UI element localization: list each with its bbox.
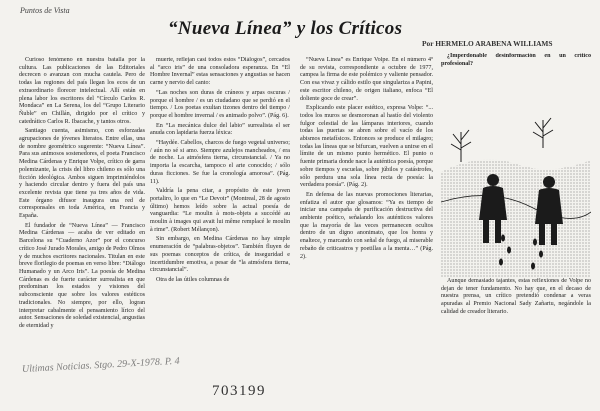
col4-lead: ¿Imperdonable desinformación en un crítico profesional? bbox=[441, 53, 591, 67]
column-4-bottom bbox=[441, 278, 591, 354]
catalog-number: 703199 bbox=[212, 383, 266, 399]
col2-paragraph: Valdría la pena citar, a propósito de este joven portaliro, lo que en “Le Devoir” (Montreal, 28 de agosto último) hemos leído sobre la actual poesía de vanguardia: “Le moulin à mots-objets a succédé au moulin à images qui avait lui même remplacé le moulin à rime”. (Robert Mélançon). bbox=[150, 188, 290, 233]
col2-paragraph: “Haydée. Cabellos, charcos de fuego vegetal universo; / aún no sé si amo. Siempre azulejos mancheados, / era de noche. La atmósfera tierna, circunstancial. / Ya no importa la escarcha, tampoco el arte conocido; / sólo duras ficciones. Se fue la cronología amorosa”. (Pág. 11). bbox=[150, 140, 290, 185]
column-4-top bbox=[441, 53, 591, 93]
section-label: Puntos de Vista bbox=[20, 6, 70, 15]
illustration-figures-walking bbox=[441, 92, 591, 278]
handwritten-source-note: Ultimas Noticias. Stgo. 29-X-1978. P. 4 bbox=[21, 355, 180, 375]
col1-paragraph: Santiago cuenta, asimismo, con esforzadas agrupaciones de jóvenes literatos. Entre ellas, una de nombre geométrico sugerente: “Nueva Línea”. Para sus animosos sostenedores, el poeta Francisco Medina Cárdenas y Enrique Volpe, crítico de garra polemizante, la crisis del libro chileno es sólo una ficción ideológica. Ambos siguen imprimiéndolos y haciendo circular dentro y fuera del país una excelente revista que tiene ya tres años de vida. Este órgano difusor inaugura una red de corresponsales en toda América, en Francia y España. bbox=[19, 128, 145, 220]
col2-paragraph: En “La mecánica dulce del labio” surrealista el ser anuda con lapidaria fuerza léxica: bbox=[150, 122, 290, 137]
article-title: “Nueva Línea” y los Críticos bbox=[168, 18, 403, 39]
col2-paragraph: muerte, reflejan casi todos estos “Diálogos”, cercados al “arco iris” de una consoladora esperanza. En “El Hombre Invernal” estas sensaciones y angustias se hacen carne y nervio del canto: bbox=[150, 57, 290, 87]
col3-paragraph: En defensa de las nuevas promociones literarias, enfatiza el autor que glosamos: “Ya es tiempo de iniciar una campaña de purificación destructiva del ambiente poético, señalando los auténticos valores que la mayoría de las veces permanecen ocultos dentro de un digno anonimato, que los honra y enaltece, y marcando con señal de fuego, al miserable rebaño de criticastros y poetillas a la menta…” (Pág. 2). bbox=[300, 191, 433, 260]
column-1 bbox=[19, 57, 145, 354]
col1-paragraph: El fundador de “Nueva Línea” — Francisco Medina Cárdenas — acaba de ver editado en Barcelona su “Cuaderno Azor” por el concurso crítico José Jurado Morales, amigo de Pedro Olmos y de muchos escritores nacionales. Titulan en este breve florilegio de poemas en verso libre: “Diálogo Humanado y un Arco Iris”. La poesía de Medina Cárdenas es de fuerte carácter surrealista en que predominan los estados y visiones del subconsciente que sobre los valores estéticos tradicionales. No siempre, por ello, logran interpretar cabalmente el pensamiento lírico del autor. Sensaciones de soledad existencial, angustias de eternidad y bbox=[19, 222, 145, 329]
column-3 bbox=[300, 57, 433, 354]
col2-paragraph: Otra de las útiles columnas de bbox=[156, 276, 230, 283]
col2-paragraph: Sin embargo, en Medina Cárdenas no hay simple enumeración de “palabras-objetos”. También fluyen de sus poemas conceptos de crítica, de inseguridad e incertidumbre emotiva, a pesar de “la atmósfera tierna, circunstancial”. bbox=[150, 236, 290, 274]
col3-paragraph: “Nueva Línea” es Enrique Volpe. En el número 4º de su revista, correspondiente a octubre de 1977, campea la firma de este polémico y valiente pensador. Con esa vivaz y cálido estilo que singulariza a Papini, este escritor chileno, de origen italiano, enfoca “El doliente goce de crear”. bbox=[300, 57, 433, 102]
tree-icon bbox=[451, 118, 553, 162]
col3-paragraph: Explicando este placer estético, expresa Volpe: “... todos los muros se desmoronan al hastío del violento fulgor celestial de las lámparas interiores, cuando todas las puertas se abren sobre el vacío de los abismos metafísicos. Entonces se produce el milagro; todas las líneas que se bifurcan, vuelven a unirse en el límite de un mismo punto hermético. El punto o fuente primaria donde nace la auténtica poesía, porque sobre tiempos y escuelas, sobre júbilos y catástrofes, sólo perdura una sola línea recta de poesía: la verdadera poesía”. (Pág. 2). bbox=[300, 105, 433, 189]
byline: Por HERMELO ARABENA WILLIAMS bbox=[422, 39, 553, 48]
column-2 bbox=[150, 57, 290, 354]
col4-paragraph: Aunque demasiado tajantes, estas reflexiones de Volpe no dejan de tener fundamento. No hay que, en el decaso de nuestra prensa, un crítico pretendió condenar a veras apuradas al Premio Nacional Sady Zañartu, negándole la calidad de creador literario. bbox=[441, 278, 591, 315]
col1-paragraph: Curioso fenómeno en nuestra batalla por la cultura. Las publicaciones de las Editoriales decrecen o avanzan con mucha cautela. Pero de todas las regiones del país llegan los ecos de un extraordinario florecer intelectual. Allí están en plena labor los escritores del “Círculo Carlos R. Mondaca” en La Serena, los del “Grupo Literario Ñuble” en Chillán, dirigido por el crítico y catedrático Carlos R. Ibacache, y tantos otros. bbox=[19, 57, 145, 125]
col2-paragraph: “Las noches son duras de cráneos y arpas oscuras / porque el hombre / es un ciudadano que se perdió en el tiempo. / Los poetas exultan tizones dentro del tiempo / porque el hombre invernal / es animado polvo”. (Pág. 6). bbox=[150, 89, 290, 119]
